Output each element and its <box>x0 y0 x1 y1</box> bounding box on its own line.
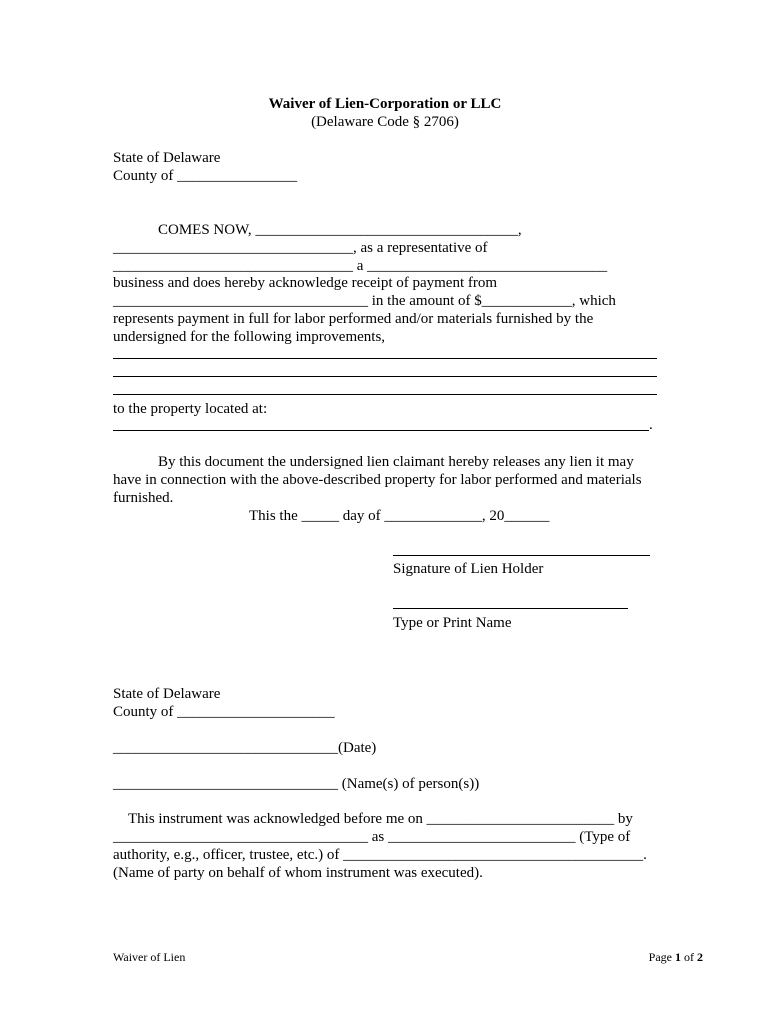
date-line: This the _____ day of _____________, 20______ <box>249 508 550 524</box>
amount-line: __________________________________ in the amount of $____________, which <box>113 293 616 309</box>
page-number <box>649 950 703 965</box>
notary-date-line: ______________________________(Date) <box>113 740 377 756</box>
acknowledgment-line-2: __________________________________ as _________________________ (Type of <box>113 829 631 845</box>
signature-label: Signature of Lien Holder <box>393 561 544 577</box>
comes-now-line: COMES NOW, ___________________________________, <box>158 222 522 238</box>
property-blank <box>113 430 649 431</box>
acknowledgment-line-1: This instrument was acknowledged before me on _________________________ by <box>128 811 633 827</box>
improvements-line: undersigned for the following improvements, <box>113 329 386 345</box>
footer-title: Waiver of Lien <box>113 950 186 964</box>
venue-county: County of ________________ <box>113 168 298 184</box>
signature-blank <box>393 555 650 556</box>
notary-venue-state: State of Delaware <box>113 686 221 702</box>
print-name-label: Type or Print Name <box>393 615 512 631</box>
release-line-3: furnished. <box>113 490 174 506</box>
receipt-line: business and does hereby acknowledge receipt of payment from <box>113 275 498 291</box>
business-type-line: ________________________________ a ________________________________ <box>113 258 608 274</box>
release-line-1: By this document the undersigned lien claimant hereby releases any lien it may <box>158 454 634 470</box>
document-title: Waiver of Lien-Corporation or LLC <box>268 96 502 112</box>
acknowledgment-line-3: authority, e.g., officer, trustee, etc.) of ________________________________________. <box>113 847 647 863</box>
venue-state: State of Delaware <box>113 150 221 166</box>
notary-names-line: ______________________________ (Name(s) of person(s)) <box>113 776 480 792</box>
improvements-blank-3 <box>113 394 657 395</box>
property-label: to the property located at: <box>113 401 268 417</box>
page-current: 1 <box>675 950 681 964</box>
notary-venue-county: County of _____________________ <box>113 704 335 720</box>
print-name-blank <box>393 608 628 609</box>
improvements-blank-2 <box>113 376 657 377</box>
representative-line: ________________________________, as a representative of <box>113 240 488 256</box>
page-total: 2 <box>697 950 703 964</box>
acknowledgment-line-4: (Name of party on behalf of whom instrument was executed). <box>113 865 483 881</box>
payment-line: represents payment in full for labor performed and/or materials furnished by the <box>113 311 594 327</box>
page-of: of <box>681 950 697 964</box>
improvements-blank-1 <box>113 358 657 359</box>
document-subtitle: (Delaware Code § 2706) <box>311 114 459 130</box>
property-period: . <box>649 417 653 433</box>
page-prefix: Page <box>648 950 675 964</box>
release-line-2: have in connection with the above-described property for labor performed and materials <box>113 472 642 488</box>
